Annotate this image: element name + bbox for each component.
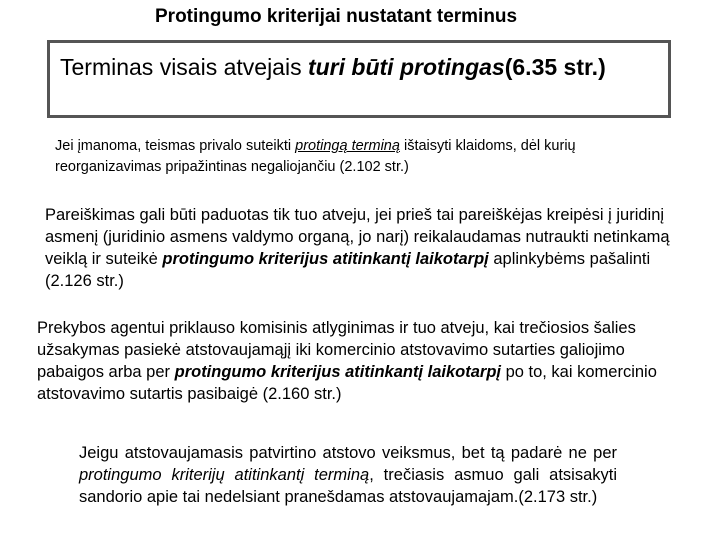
p2-text-after: aplinkybėms pašalinti (2.126 str.): [45, 250, 651, 290]
box-text-before: Terminas visais atvejais: [60, 54, 308, 80]
page-title: Protingumo kriterijai nustatant terminus: [155, 6, 518, 27]
p3-emphasis: protingumo kriterijus atitinkantį laikotarpį: [174, 363, 501, 381]
paragraph-application: [45, 204, 685, 292]
box-emphasis: turi būti protingas: [307, 54, 505, 80]
p1-text-after: ištaisyti klaidoms, dėl kurių reorganizavimas pripažintinas negaliojančiu (2.102 str.): [55, 138, 576, 175]
p2-emphasis: protingumo kriterijus atitinkantį laikotarpį: [162, 250, 489, 268]
paragraph-reorganization: [55, 136, 675, 178]
p1-emphasis: protingą terminą: [295, 138, 400, 154]
p4-text-before: Jeigu atstovaujamasis patvirtino atstovo veiksmus, bet tą padarė ne per: [79, 444, 617, 462]
paragraph-ratification: [79, 442, 617, 508]
highlight-box: [47, 40, 671, 118]
p1-text-before: Jei įmanoma, teismas privalo suteikti: [55, 138, 296, 154]
p2-text-before: Pareiškimas gali būti paduotas tik tuo atveju, jei prieš tai pareiškėjas kreipėsi į juridinį asmenį (juridinio asmens valdymo organą, jo narį) reikalaudamas nutraukti netinkamą veiklą ir suteikė: [45, 206, 670, 268]
p3-text-after: po to, kai komercinio atstovavimo sutartis pasibaigė (2.160 str.): [37, 363, 657, 403]
paragraph-commercial-agent: [37, 317, 677, 405]
p3-text-before: Prekybos agentui priklauso komisinis atlyginimas ir tuo atveju, kai trečiosios šalies užsakymas pasiekė atstovaujamąjį iki komercinio atstovavimo sutarties galiojimo pabaigos arba per: [37, 319, 636, 381]
box-text-after: (6.35 str.): [504, 54, 606, 80]
p4-text-after: , trečiasis asmuo gali atsisakyti sandorio apie tai nedelsiant pranešdamas atstovaujamajam.(2.173 str.): [79, 466, 617, 506]
p4-emphasis: protingumo kriterijų atitinkantį terminą: [79, 466, 370, 484]
